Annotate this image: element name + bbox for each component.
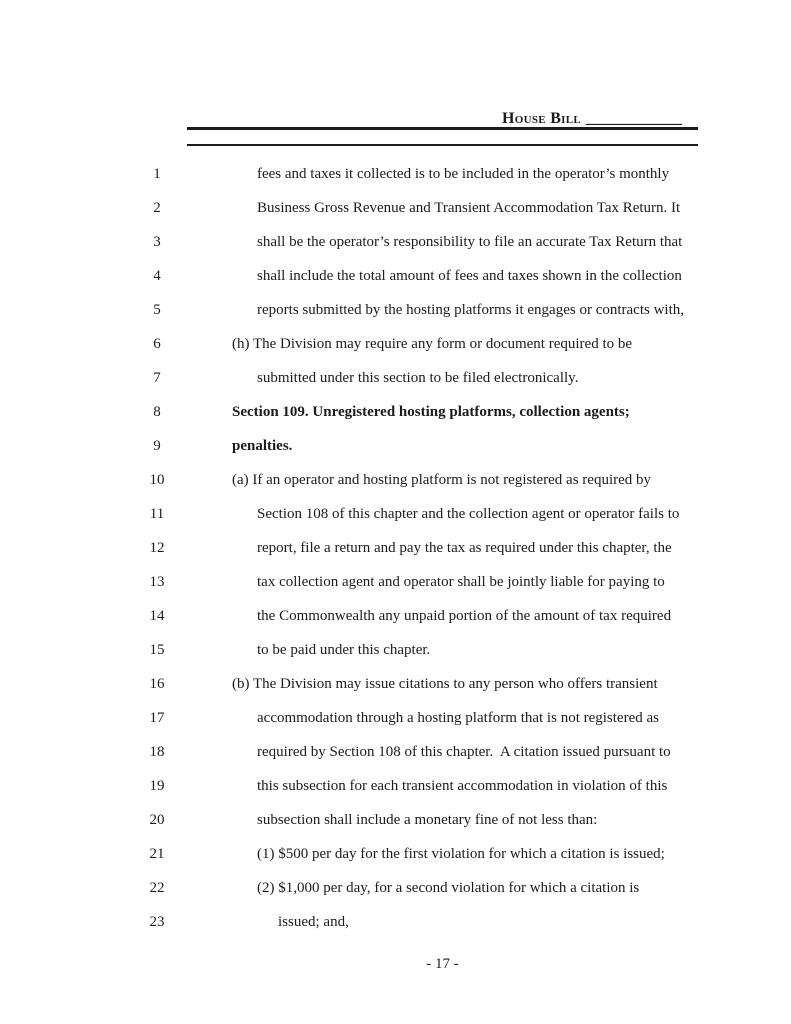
line-text: tax collection agent and operator shall be jointly liable for paying to [257,574,665,590]
line-text: Section 109. Unregistered hosting platforms, collection agents; [232,404,630,420]
line-text: penalties. [232,438,293,454]
line-text: report, file a return and pay the tax as required under this chapter, the [257,540,672,556]
line-number: 21 [149,846,165,862]
line-text: (h) The Division may require any form or document required to be [232,336,633,352]
line-text: reports submitted by the hosting platforms it engages or contracts with, [257,302,685,318]
document-line [0,574,791,608]
document-line [0,268,791,302]
line-number: 22 [149,880,165,896]
document-line [0,812,791,846]
line-number: 3 [153,234,161,250]
document-line [0,914,791,948]
line-number: 2 [153,200,161,216]
document-header [486,92,682,146]
line-number: 18 [149,744,165,760]
line-text: accommodation through a hosting platform that is not registered as [257,710,659,726]
page-number: - 17 - [426,956,459,972]
line-number: 20 [149,812,165,828]
line-number: 16 [149,676,165,692]
document-line [0,642,791,676]
document-line [0,744,791,778]
line-text: required by Section 108 of this chapter. A citation issued pursuant to [257,744,671,760]
line-number: 6 [153,336,161,352]
line-number: 13 [149,574,165,590]
line-number: 19 [149,778,165,794]
line-text: subsection shall include a monetary fine of not less than: [257,812,598,828]
line-number: 8 [153,404,161,420]
document-line [0,166,791,200]
line-text: (2) $1,000 per day, for a second violation for which a citation is [257,880,640,896]
document-line [0,710,791,744]
document-line [0,234,791,268]
document-line [0,676,791,710]
document-line [0,846,791,880]
document-line [0,200,791,234]
header-rule-bottom [187,144,698,146]
document-line [0,472,791,506]
line-text: shall be the operator’s responsibility to file an accurate Tax Return that [257,234,683,250]
line-number: 12 [149,540,165,556]
header-rule-top [187,127,698,130]
document-line [0,608,791,642]
document-line [0,438,791,472]
line-text: (a) If an operator and hosting platform is not registered as required by [232,472,652,488]
document-line [0,506,791,540]
document-line [0,880,791,914]
document-line [0,370,791,404]
line-text: Section 108 of this chapter and the collection agent or operator fails to [257,506,680,522]
line-number: 10 [149,472,165,488]
line-text: to be paid under this chapter. [257,642,431,658]
document-line [0,404,791,438]
line-text: (1) $500 per day for the first violation for which a citation is issued; [257,846,665,862]
line-text: this subsection for each transient accommodation in violation of this [257,778,668,794]
page-footer [187,956,698,973]
line-text: fees and taxes it collected is to be included in the operator’s monthly [257,166,670,182]
line-number: 1 [153,166,161,182]
line-text: submitted under this section to be filed electronically. [257,370,579,386]
line-number: 17 [149,710,165,726]
line-number: 11 [149,506,165,522]
line-number: 9 [153,438,161,454]
line-number: 23 [149,914,165,930]
bill-number-blank: ____________ [586,110,683,127]
line-text: Business Gross Revenue and Transient Accommodation Tax Return. It [257,200,681,216]
line-number: 5 [153,302,161,318]
line-number: 14 [149,608,165,624]
line-number: 7 [153,370,161,386]
house-bill-title: House Bill [502,110,582,127]
document-line [0,336,791,370]
document-line [0,540,791,574]
line-text: the Commonwealth any unpaid portion of the amount of tax required [257,608,672,624]
line-text: issued; and, [278,914,349,930]
line-number: 4 [153,268,161,284]
document-line [0,302,791,336]
line-text: (b) The Division may issue citations to any person who offers transient [232,676,658,692]
line-number: 15 [149,642,165,658]
line-text: shall include the total amount of fees and taxes shown in the collection [257,268,682,284]
document-line [0,778,791,812]
